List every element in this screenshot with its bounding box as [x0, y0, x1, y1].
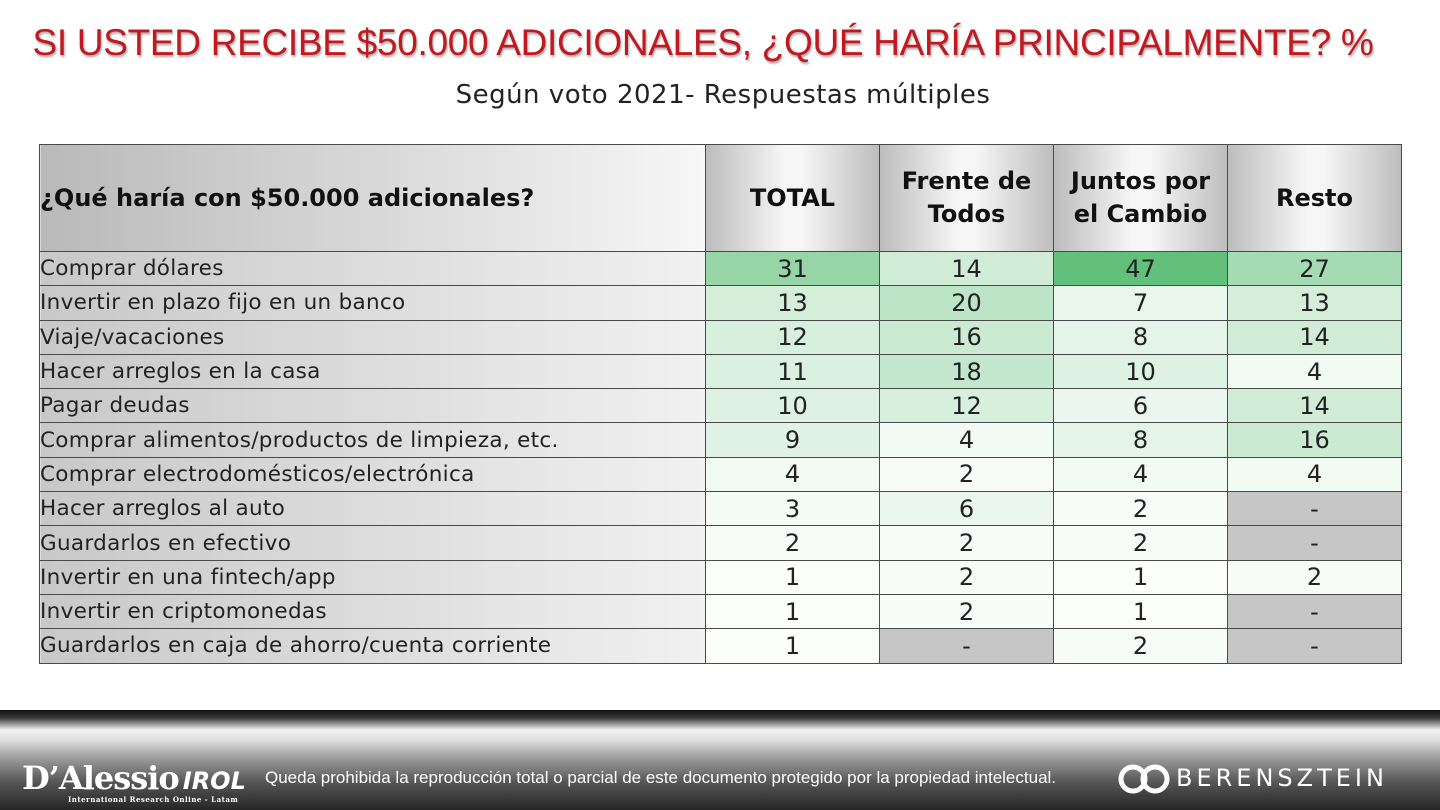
cell-frente-de-todos: 6: [880, 492, 1054, 526]
table-row-hacer-arreglos-en-la-casa: [40, 354, 1402, 388]
cell-frente-de-todos: 12: [880, 389, 1054, 423]
cell-total: 13: [706, 286, 880, 320]
cell-total: 10: [706, 389, 880, 423]
cell-frente-de-todos: -: [880, 629, 1054, 663]
cell-resto: 27: [1228, 252, 1402, 286]
cell-total: 31: [706, 252, 880, 286]
cell-juntos-por-el-cambio: 2: [1054, 492, 1228, 526]
cell-juntos-por-el-cambio: 7: [1054, 286, 1228, 320]
cell-frente-de-todos: 2: [880, 560, 1054, 594]
row-label: Comprar dólares: [40, 252, 706, 286]
cell-resto: -: [1228, 629, 1402, 663]
berensztein-logo: BERENSZTEIN: [1118, 762, 1388, 796]
footer-bar: [0, 710, 1440, 810]
cell-juntos-por-el-cambio: 4: [1054, 457, 1228, 491]
cell-resto: 16: [1228, 423, 1402, 457]
berensztein-mark-icon: [1118, 762, 1170, 796]
cell-frente-de-todos: 2: [880, 526, 1054, 560]
cell-total: 3: [706, 492, 880, 526]
cell-juntos-por-el-cambio: 47: [1054, 252, 1228, 286]
cell-frente-de-todos: 4: [880, 423, 1054, 457]
table-row-viaje-vacaciones: [40, 320, 1402, 354]
row-label: Pagar deudas: [40, 389, 706, 423]
table-row-hacer-arreglos-al-auto: [40, 492, 1402, 526]
cell-total: 1: [706, 594, 880, 628]
cell-frente-de-todos: 18: [880, 354, 1054, 388]
cell-total: 2: [706, 526, 880, 560]
row-label: Comprar alimentos/productos de limpieza, etc.: [40, 423, 706, 457]
cell-juntos-por-el-cambio: 2: [1054, 526, 1228, 560]
row-label: Comprar electrodomésticos/electrónica: [40, 457, 706, 491]
cell-resto: 14: [1228, 320, 1402, 354]
row-label: Invertir en una fintech/app: [40, 560, 706, 594]
cell-frente-de-todos: 16: [880, 320, 1054, 354]
column-header-question: ¿Qué haría con $50.000 adicionales?: [40, 145, 706, 252]
table-row-invertir-en-criptomonedas: [40, 594, 1402, 628]
table-row-comprar-electrodomesticos-electronica: [40, 457, 1402, 491]
cell-resto: -: [1228, 594, 1402, 628]
cell-juntos-por-el-cambio: 8: [1054, 320, 1228, 354]
table-row-comprar-alimentos-productos-de-limpieza-etc: [40, 423, 1402, 457]
cell-total: 4: [706, 457, 880, 491]
cell-juntos-por-el-cambio: 2: [1054, 629, 1228, 663]
row-label: Guardarlos en caja de ahorro/cuenta corriente: [40, 629, 706, 663]
column-header-total: TOTAL: [706, 145, 880, 252]
cell-juntos-por-el-cambio: 1: [1054, 560, 1228, 594]
cell-resto: 13: [1228, 286, 1402, 320]
row-label: Invertir en criptomonedas: [40, 594, 706, 628]
cell-total: 9: [706, 423, 880, 457]
dalessio-irol-logo: D’Alessio IROL International Research Online - Latam: [22, 759, 246, 804]
row-label: Hacer arreglos al auto: [40, 492, 706, 526]
cell-frente-de-todos: 2: [880, 457, 1054, 491]
cell-total: 11: [706, 354, 880, 388]
table-row-pagar-deudas: [40, 389, 1402, 423]
cell-frente-de-todos: 2: [880, 594, 1054, 628]
table-row-guardarlos-en-caja-de-ahorro-cuenta-corriente: [40, 629, 1402, 663]
cell-resto: -: [1228, 492, 1402, 526]
cell-resto: 4: [1228, 354, 1402, 388]
cell-juntos-por-el-cambio: 6: [1054, 389, 1228, 423]
column-header-resto: Resto: [1228, 145, 1402, 252]
column-header-juntos-por-el-cambio: Juntos por el Cambio: [1054, 145, 1228, 252]
cell-frente-de-todos: 14: [880, 252, 1054, 286]
cell-frente-de-todos: 20: [880, 286, 1054, 320]
row-label: Invertir en plazo fijo en un banco: [40, 286, 706, 320]
cell-total: 1: [706, 560, 880, 594]
page-subtitle: Según voto 2021- Respuestas múltiples: [455, 80, 991, 110]
results-table: [39, 144, 1402, 664]
cell-total: 12: [706, 320, 880, 354]
table-row-invertir-en-plazo-fijo-en-un-banco: [40, 286, 1402, 320]
column-header-frente-de-todos: Frente de Todos: [880, 145, 1054, 252]
row-label: Guardarlos en efectivo: [40, 526, 706, 560]
table-header-row: [40, 145, 1402, 252]
cell-juntos-por-el-cambio: 10: [1054, 354, 1228, 388]
cell-resto: -: [1228, 526, 1402, 560]
row-label: Hacer arreglos en la casa: [40, 354, 706, 388]
cell-juntos-por-el-cambio: 1: [1054, 594, 1228, 628]
cell-resto: 2: [1228, 560, 1402, 594]
table-row-invertir-en-una-fintech-app: [40, 560, 1402, 594]
cell-total: 1: [706, 629, 880, 663]
cell-resto: 14: [1228, 389, 1402, 423]
row-label: Viaje/vacaciones: [40, 320, 706, 354]
cell-juntos-por-el-cambio: 8: [1054, 423, 1228, 457]
table-row-comprar-dolares: [40, 252, 1402, 286]
copyright-disclaimer: Queda prohibida la reproducción total o parcial de este documento protegido por la propiedad intelectual.: [265, 768, 1057, 787]
table-row-guardarlos-en-efectivo: [40, 526, 1402, 560]
cell-resto: 4: [1228, 457, 1402, 491]
page-title: SI USTED RECIBE $50.000 ADICIONALES, ¿QUÉ HARÍA PRINCIPALMENTE? %: [32, 22, 1374, 63]
